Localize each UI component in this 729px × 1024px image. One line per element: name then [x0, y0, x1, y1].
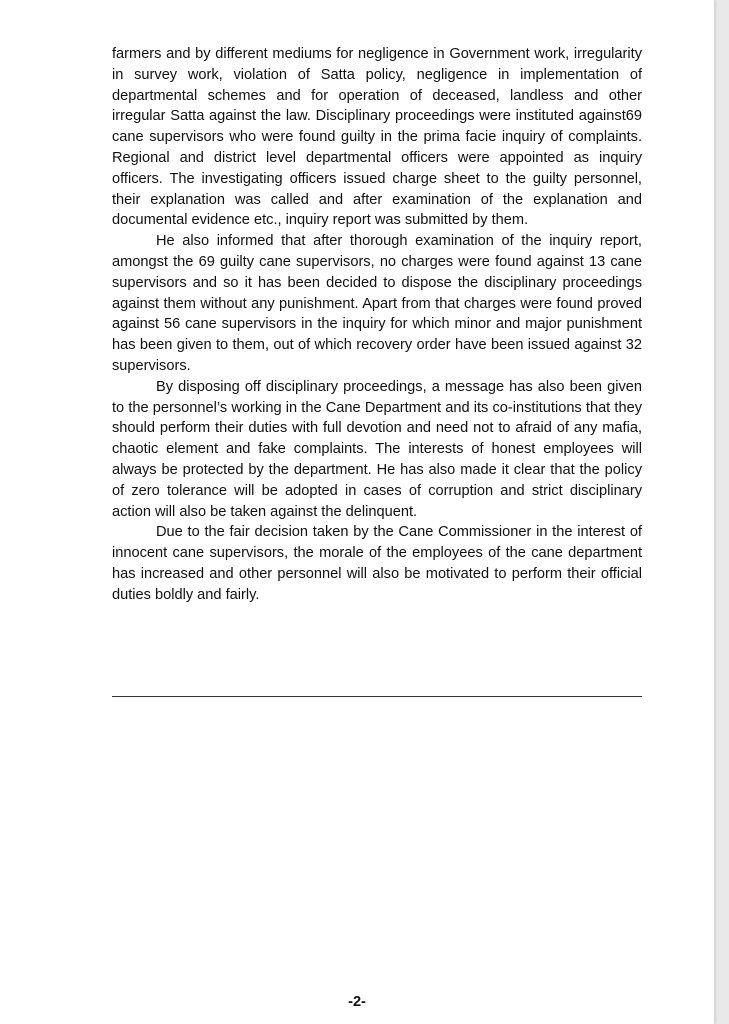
paragraph-continuation: farmers and by different mediums for negligence in Government work, irregularity in survey work, violation of Satta policy, negligence in implementation of departmental schemes and for operation of deceased, landless and other irregular Satta against the law. Disciplinary proceedings were instituted against69 cane supervisors who were found guilty in the prima facie inquiry of complaints. Regional and district level departmental officers were appointed as inquiry officers. The investigating officers issued charge sheet to the guilty personnel, their explanation was called and after examination of the explanation and documental evidence etc., inquiry report was submitted by them. [112, 46, 642, 229]
horizontal-rule [112, 696, 642, 697]
paragraph-inquiry-report: He also informed that after thorough examination of the inquiry report, amongst the 69 guilty cane supervisors, no charges were found against 13 cane supervisors and so it has been decided to dispose the disciplinary proceedings against them without any punishment. Apart from that charges were found proved against 56 cane supervisors in the inquiry for which minor and major punishment has been given to them, out of which recovery order have been issued against 32 supervisors. [112, 233, 642, 374]
document-body [112, 44, 642, 606]
page-number: -2- [348, 994, 366, 1010]
paragraph-message: By disposing off disciplinary proceedings, a message has also been given to the personnel’s working in the Cane Department and its co-institutions that they should perform their duties with full devotion and need not to afraid of any mafia, chaotic element and fake complaints. The interests of honest employees will always be protected by the department. He has also made it clear that the policy of zero tolerance will be adopted in cases of corruption and strict disciplinary action will also be taken against the delinquent. [112, 378, 642, 520]
paragraph-morale: Due to the fair decision taken by the Cane Commissioner in the interest of innocent cane supervisors, the morale of the employees of the cane department has increased and other personnel will also be motivated to perform their official duties boldly and fairly. [112, 524, 642, 603]
